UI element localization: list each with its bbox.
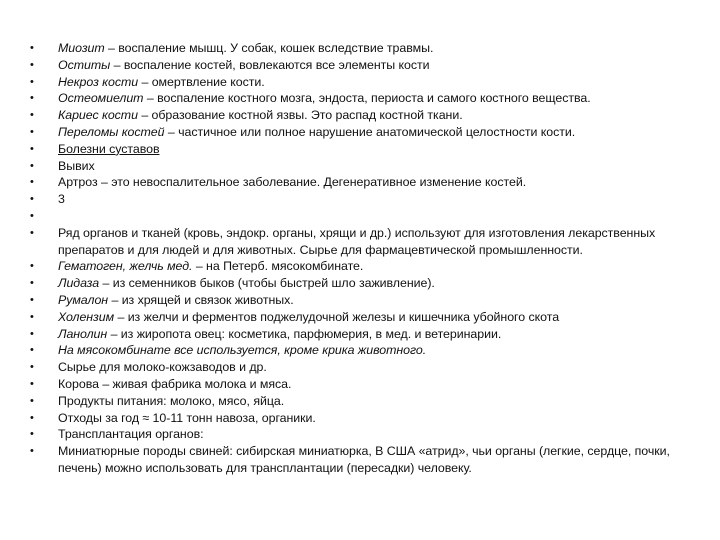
item-text: – на Петерб. мясокомбинате.	[192, 259, 364, 274]
item-text: – из жиропота овец: косметика, парфюмерия, в мед. и ветеринарии.	[107, 326, 502, 341]
list-item	[0, 309, 720, 326]
list-item	[0, 57, 720, 74]
item-term: Холензим	[58, 309, 115, 324]
item-term: Ланолин	[58, 326, 108, 341]
bullet-list	[0, 40, 720, 477]
item-term: Переломы костей	[58, 124, 165, 139]
list-item	[0, 191, 720, 208]
item-text: – омертвление кости.	[138, 74, 265, 89]
list-item	[0, 359, 720, 376]
list-item	[0, 90, 720, 107]
item-text: – из желчи и ферментов поджелудочной железы и кишечника убойного скота	[114, 309, 560, 324]
item-term: Миозит	[58, 41, 105, 55]
item-text: Ряд органов и тканей (кровь, эндокр. органы, хрящи и др.) используют для изготовления лекарственных препаратов и для людей и для животных. Сырье для фармацевтической промышленности.	[58, 225, 656, 257]
item-text: – образование костной язвы. Это распад костной ткани.	[137, 108, 463, 123]
item-term: Лидаза	[58, 276, 100, 291]
item-term: Румалон	[58, 292, 109, 307]
list-item	[0, 326, 720, 343]
item-text: Продукты питания: молоко, мясо, яйца.	[58, 393, 285, 408]
list-item	[0, 443, 720, 477]
item-text: – из семенников быков (чтобы быстрей шло заживление).	[99, 276, 435, 291]
item-text: Трансплантация органов:	[58, 427, 204, 442]
list-item	[0, 174, 720, 191]
item-text: Артроз – это невоспалительное заболевание. Дегенеративное изменение костей.	[58, 175, 527, 190]
item-term: Некроз кости	[58, 74, 139, 89]
item-text: Корова – живая фабрика молока и мяса.	[58, 376, 292, 391]
list-item	[0, 342, 720, 359]
list-item	[0, 292, 720, 309]
list-item	[0, 124, 720, 141]
list-item	[0, 141, 720, 158]
list-item	[0, 376, 720, 393]
item-text: – воспаление мышц. У собак, кошек вследствие травмы.	[104, 41, 434, 55]
list-item	[0, 258, 720, 275]
list-item	[0, 393, 720, 410]
list-item	[0, 208, 720, 225]
item-term: На мясокомбинате все используется, кроме крика животного.	[58, 343, 427, 358]
item-text: – воспаление костного мозга, эндоста, периоста и самого костного вещества.	[143, 91, 591, 106]
list-item	[0, 74, 720, 91]
section-heading: Болезни суставов	[58, 141, 160, 156]
item-text: – воспаление костей, вовлекаются все элементы кости	[110, 57, 430, 72]
list-item	[0, 225, 720, 259]
item-text: Миниатюрные породы свиней: сибирская миниатюрка, В США «атрид», чьи органы (легкие, сердце, почки, печень) можно использовать для трансплантации (пересадки) человеку.	[58, 444, 670, 475]
item-text: Отходы за год ≈ 10-11 тонн навоза, органики.	[58, 410, 316, 425]
item-text: – частичное или полное нарушение анатомической целостности кости.	[164, 124, 576, 139]
list-item	[0, 410, 720, 427]
item-term: Кариес кости	[58, 108, 138, 123]
item-text: Вывих	[58, 158, 95, 173]
list-item	[0, 40, 720, 57]
list-item	[0, 158, 720, 175]
item-term: Остеомиелит	[58, 91, 144, 106]
list-item	[0, 426, 720, 443]
item-term: Гематоген, желчь мед.	[58, 259, 193, 274]
item-text: Сырье для молоко-кожзаводов и др.	[58, 360, 267, 375]
item-term: Оститы	[58, 57, 111, 72]
list-item	[0, 107, 720, 124]
list-item	[0, 275, 720, 292]
item-text: – из хрящей и связок животных.	[108, 292, 294, 307]
item-text: 3	[58, 192, 65, 207]
